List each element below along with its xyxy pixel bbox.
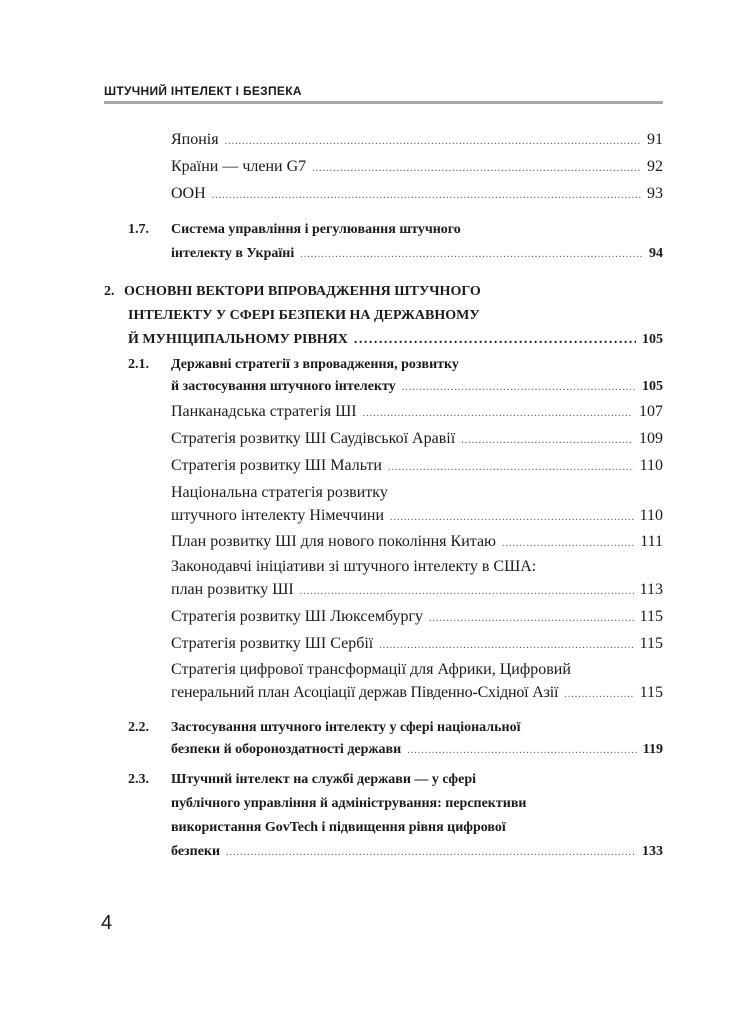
dot-leader bbox=[354, 328, 636, 352]
toc-page-number: 119 bbox=[642, 742, 663, 757]
header-rule bbox=[104, 101, 663, 104]
section-title-line: Система управління і регулювання штучного bbox=[171, 222, 461, 237]
toc-entry-title: Панканадська стратегія ШІ bbox=[171, 403, 357, 420]
section-number: 2.2. bbox=[128, 720, 149, 735]
toc-page-number: 92 bbox=[647, 158, 663, 175]
dot-leader bbox=[461, 435, 633, 446]
toc-entry-title: План розвитку ШІ для нового покоління Китаю bbox=[171, 533, 497, 550]
toc-entry-title: Стратегія розвитку ШІ Саудівської Аравії bbox=[171, 430, 456, 447]
chapter-title-line: Й МУНІЦИПАЛЬНОМУ РІВНЯХ bbox=[128, 332, 348, 347]
toc-page-number: 115 bbox=[639, 635, 663, 652]
toc-entry-malta[interactable] bbox=[171, 457, 663, 475]
toc-page-number: 113 bbox=[639, 581, 663, 598]
toc-entry-un[interactable] bbox=[171, 185, 663, 203]
toc-entry-japan[interactable] bbox=[171, 131, 663, 149]
dot-leader bbox=[407, 739, 637, 763]
toc-page-number: 91 bbox=[647, 131, 663, 148]
toc-page-number: 110 bbox=[639, 457, 663, 474]
toc-entry-title: штучного інтелекту Німеччини bbox=[171, 507, 385, 524]
toc-entry-africa-line1 bbox=[171, 661, 663, 679]
dot-leader bbox=[402, 376, 636, 400]
toc-entry-africa[interactable] bbox=[171, 684, 663, 702]
toc-entry-title: Національна стратегія розвитку bbox=[171, 484, 388, 501]
toc-entry-serbia[interactable] bbox=[171, 635, 663, 653]
dot-leader bbox=[388, 462, 634, 473]
section-number: 1.7. bbox=[128, 222, 149, 237]
section-title-line: Штучний інтелект на службі держави — у сфері bbox=[171, 772, 476, 787]
toc-entry-germany-line1 bbox=[171, 484, 663, 502]
chapter-title-line: ОСНОВНІ ВЕКТОРИ ВПРОВАДЖЕННЯ ШТУЧНОГО bbox=[124, 284, 481, 299]
toc-page-number: 105 bbox=[642, 332, 663, 347]
dot-leader bbox=[300, 586, 634, 597]
dot-leader bbox=[225, 136, 641, 147]
toc-entry-canada[interactable] bbox=[171, 403, 663, 421]
toc-page-number: 111 bbox=[640, 533, 663, 550]
toc-entry-usa-line1 bbox=[171, 558, 663, 576]
dot-leader bbox=[363, 408, 633, 419]
section-title-line: Державні стратегії з впровадження, розвитку bbox=[171, 357, 459, 372]
toc-entry-title: Стратегія цифрової трансформації для Африки, Цифровий bbox=[171, 661, 571, 678]
toc-page-number: 94 bbox=[649, 246, 663, 261]
dot-leader bbox=[429, 613, 634, 624]
toc-entry-title: Стратегія розвитку ШІ Сербії bbox=[171, 635, 374, 652]
toc-page-number: 115 bbox=[639, 608, 663, 625]
toc-entry-title: Законодавчі ініціативи зі штучного інтелекту в США: bbox=[171, 558, 537, 575]
toc-page-number: 110 bbox=[639, 507, 663, 524]
page-number: 4 bbox=[101, 912, 113, 934]
dot-leader bbox=[502, 538, 634, 549]
chapter-title-line: ІНТЕЛЕКТУ У СФЕРІ БЕЗПЕКИ НА ДЕРЖАВНОМУ bbox=[128, 308, 480, 323]
toc-entry-usa[interactable] bbox=[171, 581, 663, 599]
toc-page-number: 133 bbox=[642, 844, 663, 859]
section-title-line: Застосування штучного інтелекту у сфері національної bbox=[171, 720, 521, 735]
toc-page-number: 93 bbox=[647, 185, 663, 202]
toc-entry-title: план розвитку ШІ bbox=[171, 581, 294, 598]
toc-entry-title: генеральний план Асоціації держав Південно-Східної Азії bbox=[171, 684, 559, 701]
toc-entry-title: Японія bbox=[171, 131, 219, 148]
section-title-line: публічного управління й адміністрування: перспективи bbox=[171, 796, 527, 811]
running-header: ШТУЧНИЙ ІНТЕЛЕКТ І БЕЗПЕКА bbox=[104, 84, 302, 98]
toc-page-number: 107 bbox=[639, 403, 663, 420]
dot-leader bbox=[564, 689, 633, 700]
toc-page-number: 115 bbox=[639, 684, 663, 701]
toc-page-number: 109 bbox=[639, 430, 663, 447]
toc-page-number: 105 bbox=[642, 379, 663, 394]
toc-entry-g7[interactable] bbox=[171, 158, 663, 176]
dot-leader bbox=[312, 163, 641, 174]
section-number: 2.3. bbox=[128, 772, 149, 787]
toc-entry-title: ООН bbox=[171, 185, 206, 202]
section-number: 2.1. bbox=[128, 357, 149, 372]
section-title-line: використання GovTech і підвищення рівня цифрової bbox=[171, 820, 506, 835]
chapter-number: 2. bbox=[104, 284, 115, 299]
dot-leader bbox=[300, 243, 643, 267]
section-title-line: й застосування штучного інтелекту bbox=[171, 379, 396, 394]
toc-entry-title: Стратегія розвитку ШІ Мальти bbox=[171, 457, 382, 474]
toc-entry-title: Стратегія розвитку ШІ Люксембургу bbox=[171, 608, 424, 625]
section-title-line: безпеки bbox=[171, 844, 221, 859]
toc-entry-germany[interactable] bbox=[171, 507, 663, 525]
toc-entry-luxembourg[interactable] bbox=[171, 608, 663, 626]
section-title-line: безпеки й обороноздатності держави bbox=[171, 742, 402, 757]
toc-entry-title: Країни — члени G7 bbox=[171, 158, 307, 175]
dot-leader bbox=[390, 512, 634, 523]
section-title-line: інтелекту в Україні bbox=[171, 246, 295, 261]
toc-entry-saudi[interactable] bbox=[171, 430, 663, 448]
toc-entry-china[interactable] bbox=[171, 533, 663, 551]
dot-leader bbox=[212, 190, 641, 201]
dot-leader bbox=[226, 841, 636, 865]
dot-leader bbox=[379, 640, 633, 651]
